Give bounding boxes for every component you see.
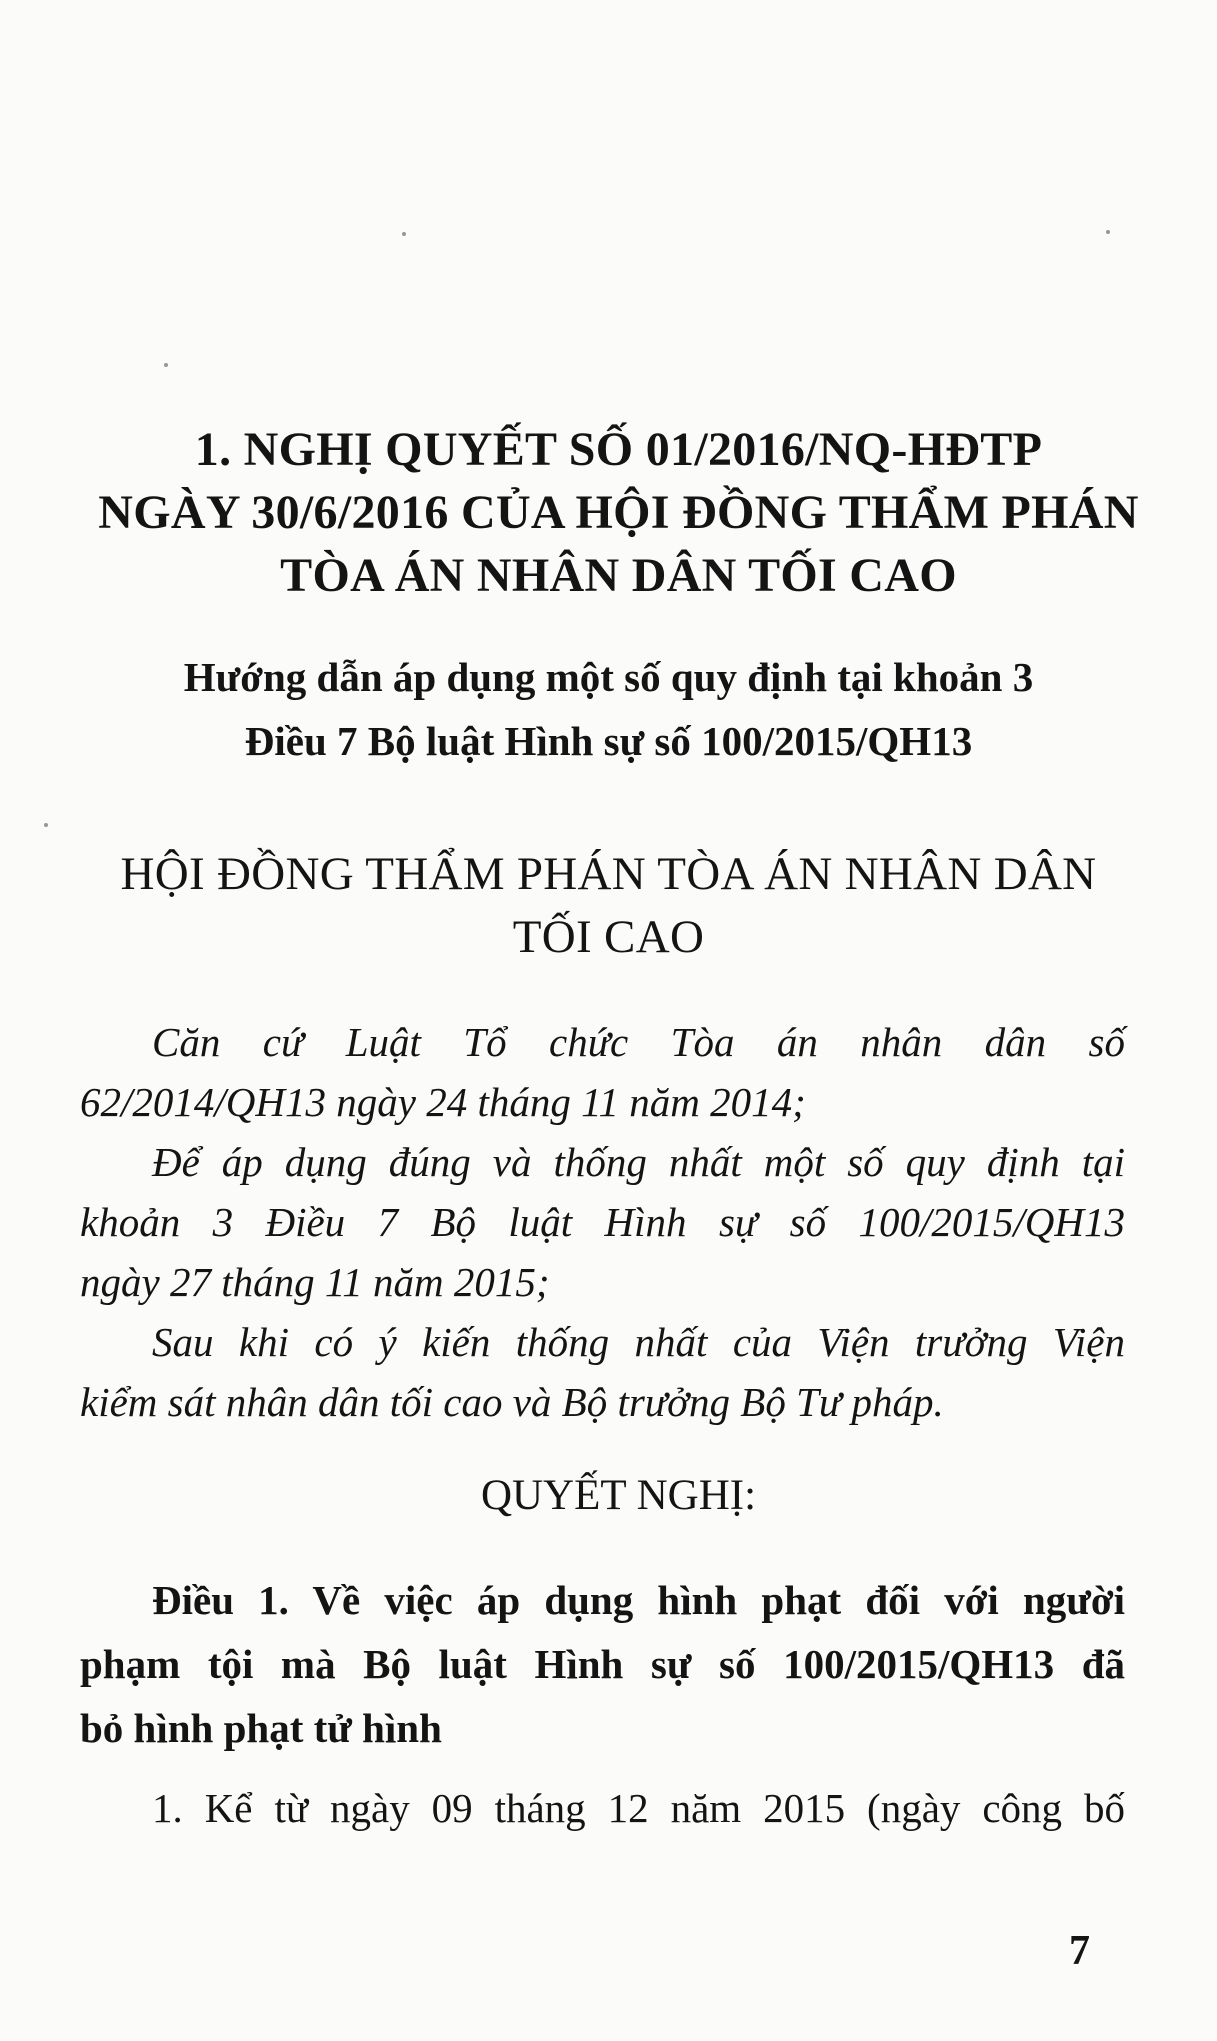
page-number: 7 bbox=[1069, 1928, 1090, 1974]
council-heading bbox=[60, 843, 1157, 969]
article-line: bỏ hình phạt tử hình bbox=[80, 1705, 442, 1751]
title-line-3: TÒA ÁN NHÂN DÂN TỐI CAO bbox=[280, 549, 957, 602]
preamble-line: Căn cứ Luật Tổ chức Tòa án nhân dân số bbox=[152, 1019, 1125, 1065]
council-line-2: TỐI CAO bbox=[512, 911, 705, 963]
title-line-2: NGÀY 30/6/2016 CỦA HỘI ĐỒNG THẨM PHÁN bbox=[98, 486, 1139, 539]
council-line-1: HỘI ĐỒNG THẨM PHÁN TÒA ÁN NHÂN DÂN bbox=[120, 848, 1097, 900]
preamble-line: 62/2014/QH13 ngày 24 tháng 11 năm 2014; bbox=[80, 1079, 806, 1125]
subtitle-line-2: Điều 7 Bộ luật Hình sự số 100/2015/QH13 bbox=[244, 718, 973, 764]
scan-speck bbox=[402, 232, 406, 236]
decision-heading: QUYẾT NGHỊ: bbox=[480, 1472, 757, 1519]
scan-speck bbox=[1106, 230, 1110, 234]
article-line: phạm tội mà Bộ luật Hình sự số 100/2015/QH13 đã bbox=[80, 1641, 1125, 1687]
preamble-line: khoản 3 Điều 7 Bộ luật Hình sự số 100/2015/QH13 bbox=[80, 1199, 1125, 1245]
resolution-subtitle bbox=[60, 645, 1157, 773]
preamble bbox=[80, 1012, 1125, 1432]
preamble-line: Để áp dụng đúng và thống nhất một số quy định tại bbox=[152, 1139, 1125, 1185]
clause-1: 1. Kể từ ngày 09 tháng 12 năm 2015 (ngày công bố bbox=[152, 1785, 1125, 1831]
scan-speck bbox=[44, 823, 48, 827]
title-line-1: 1. NGHỊ QUYẾT SỐ 01/2016/NQ-HĐTP bbox=[194, 423, 1043, 476]
preamble-line: ngày 27 tháng 11 năm 2015; bbox=[80, 1259, 550, 1305]
subtitle-line-1: Hướng dẫn áp dụng một số quy định tại khoản 3 bbox=[183, 654, 1034, 700]
resolution-title bbox=[80, 418, 1157, 607]
preamble-line: kiểm sát nhân dân tối cao và Bộ trưởng Bộ Tư pháp. bbox=[80, 1379, 944, 1425]
preamble-line: Sau khi có ý kiến thống nhất của Viện trưởng Viện bbox=[152, 1319, 1125, 1365]
article-line: Điều 1. Về việc áp dụng hình phạt đối với người bbox=[152, 1577, 1125, 1623]
article-1 bbox=[80, 1568, 1125, 1760]
scan-speck bbox=[164, 363, 168, 367]
